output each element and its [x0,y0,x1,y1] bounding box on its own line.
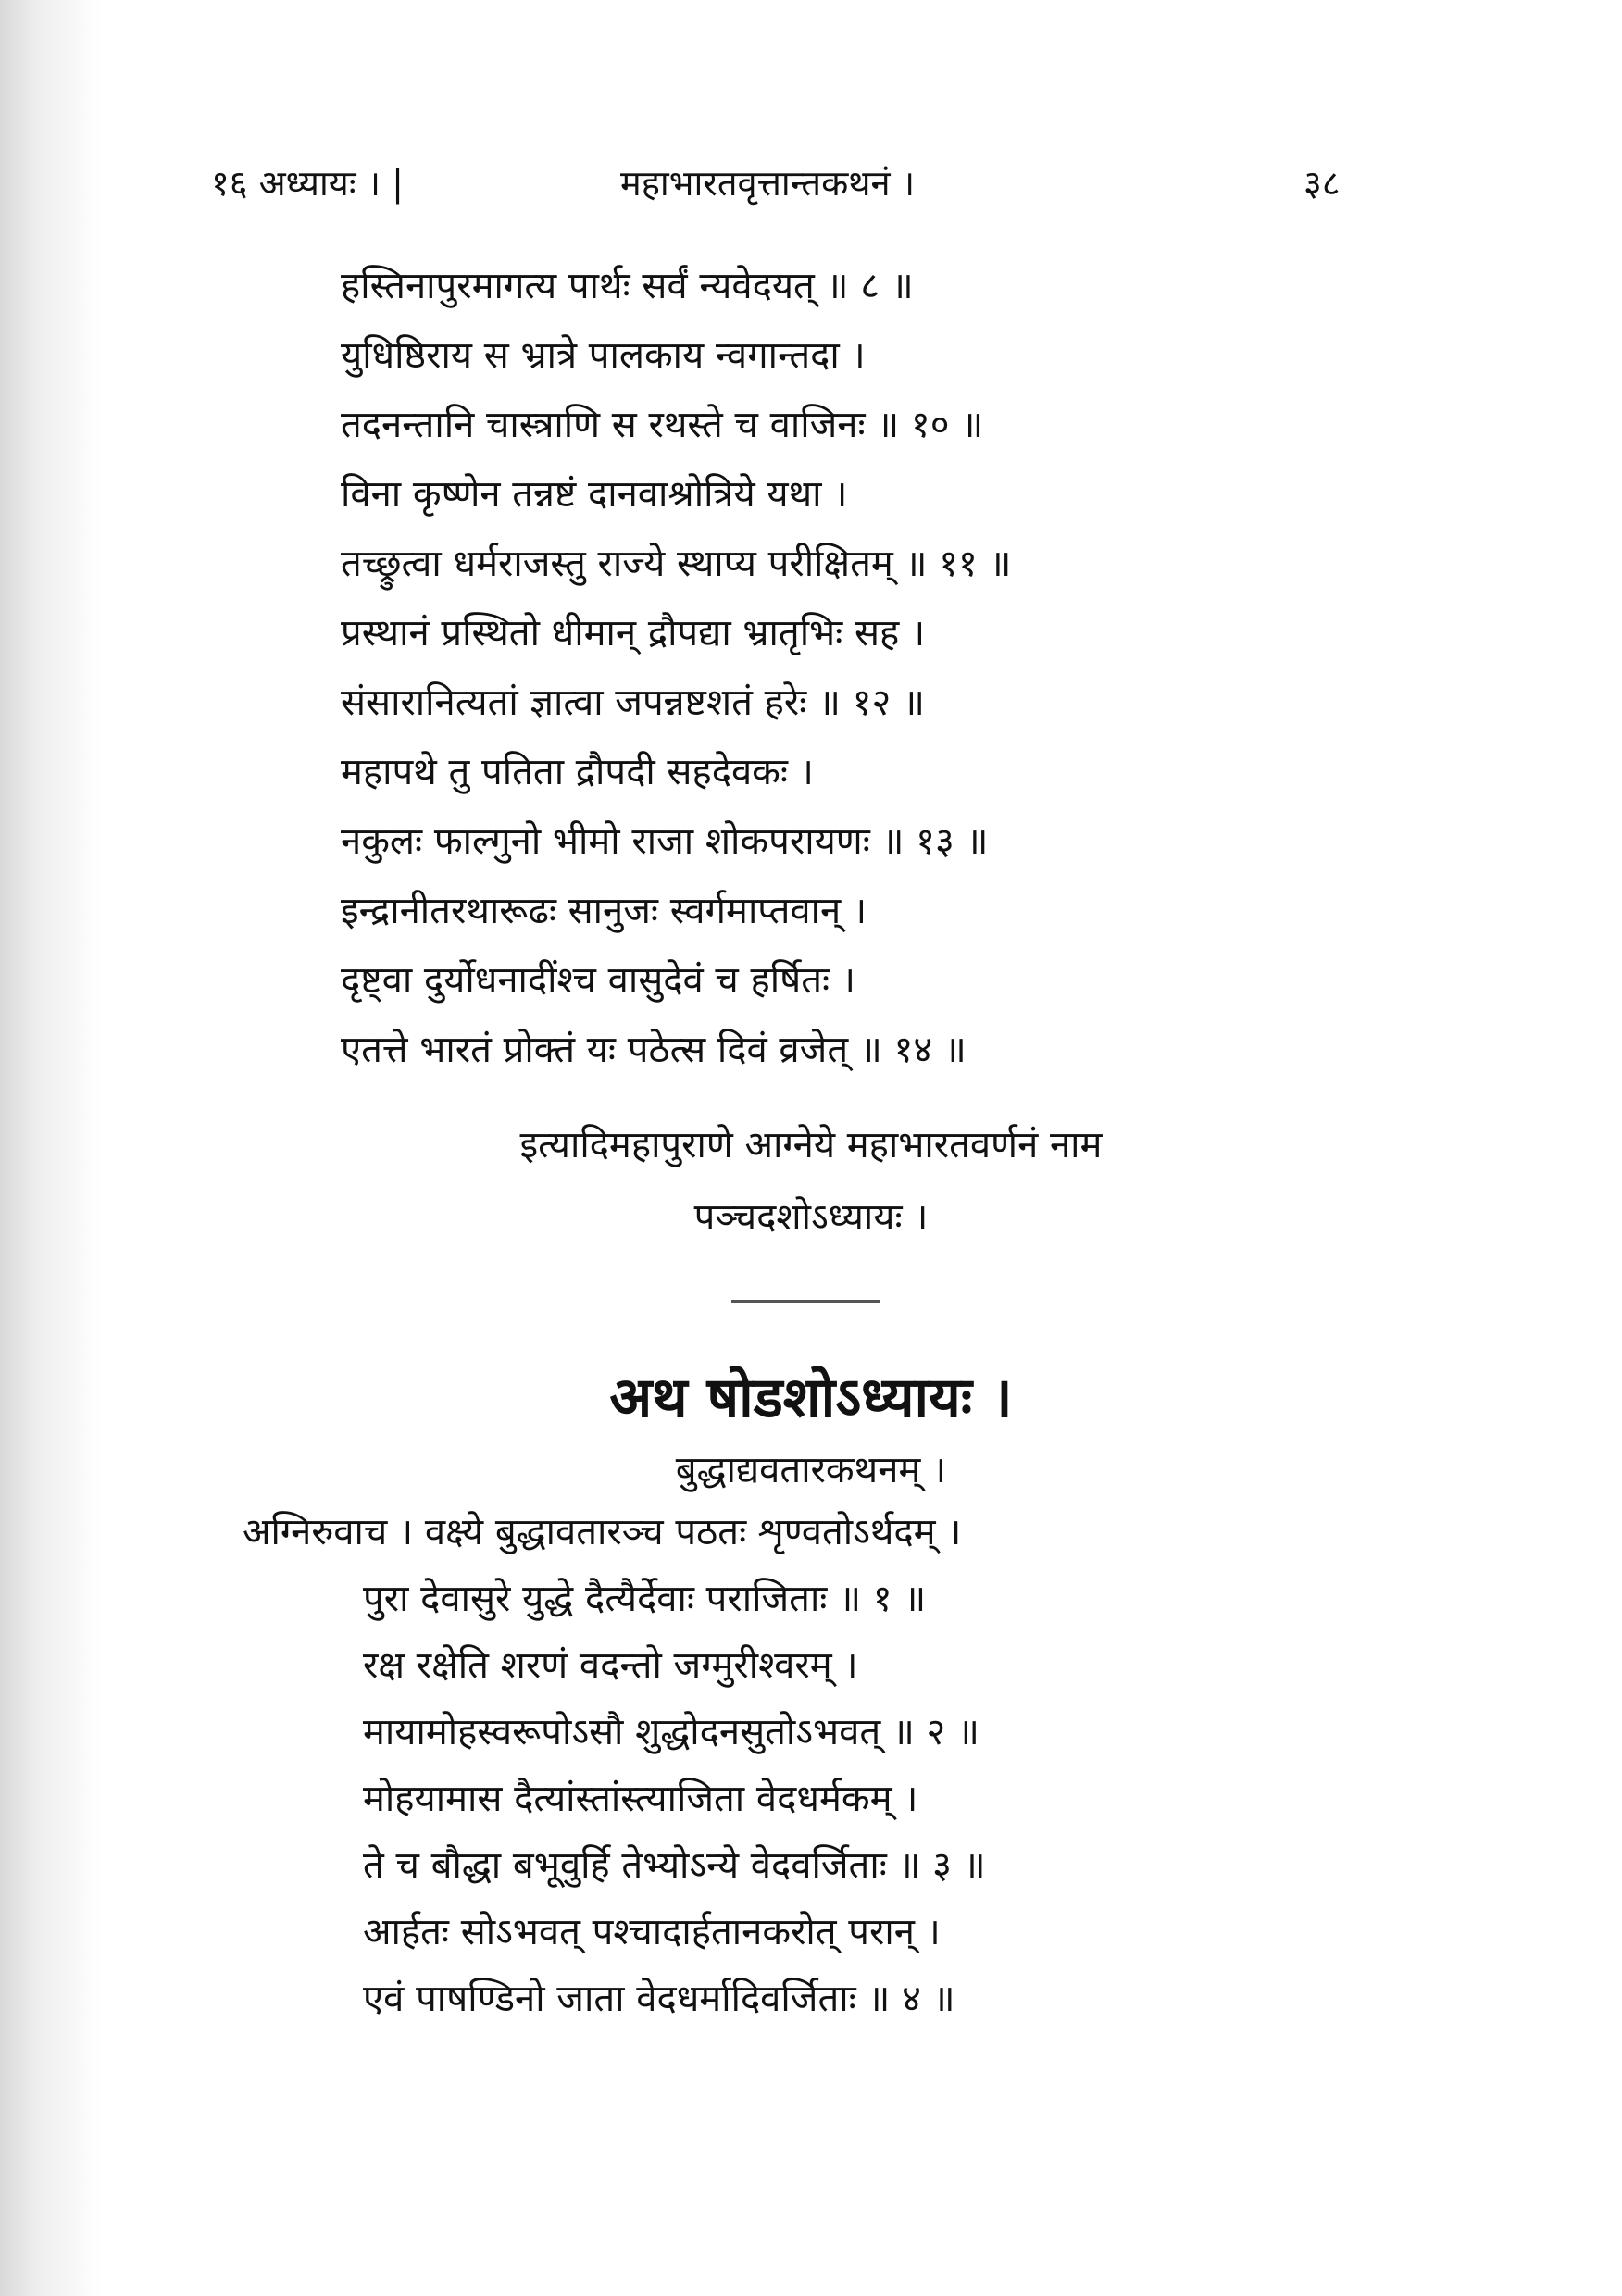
colophon-line: पञ्चदशोऽध्यायः । [693,1196,929,1239]
verse-line: तच्छ्रुत्वा धर्मराजस्तु राज्ये स्थाप्य परीक्षितम् ॥ ११ ॥ [341,543,1012,585]
verse-line: विना कृष्णेन तन्नष्टं दानवाश्रोत्रिये यथा । [341,473,848,516]
verse-line: युधिष्ठिराय स भ्रात्रे पालकाय न्वगान्तदा । [341,334,866,377]
verse-line: मायामोहस्वरूपोऽसौ शुद्धोदनसुतोऽभवत् ॥ २ ॥ [363,1711,979,1753]
verse-line: अग्निरुवाच । वक्ष्ये बुद्धावतारञ्च पठतः शृण्वतोऽर्थदम् । [243,1511,962,1554]
verse-line: रक्ष रक्षेति शरणं वदन्तो जग्मुरीश्वरम् । [363,1644,858,1687]
verse-line: आर्हतः सोऽभवत् पश्चादार्हतानकरोत् परान् । [363,1911,941,1953]
page-number: ३८ [1304,163,1341,204]
section-divider [731,1300,880,1303]
chapter-title: अथ षोडशोऽध्यायः । [609,1366,1013,1430]
verse-line: तदनन्तानि चास्त्राणि स रथस्ते च वाजिनः ॥ १० ॥ [341,404,984,446]
verse-line: प्रस्थानं प्रस्थितो धीमान् द्रौपद्या भ्रातृभिः सह । [341,612,926,655]
verse-line: दृष्ट्वा दुर्योधनादींश्च वासुदेवं च हर्षितः । [341,959,856,1002]
section-title-header: महाभारतवृत्तान्तकथनं । [620,163,916,204]
colophon-line: इत्यादिमहापुराणे आग्नेये महाभारतवर्णनं नाम [519,1124,1103,1167]
verse-line: संसारानित्यतां ज्ञात्वा जपन्नष्टशतं हरेः ॥ १२ ॥ [341,681,925,724]
verse-line: इन्द्रानीतरथारूढः सानुजः स्वर्गमाप्तवान् । [341,890,867,932]
chapter-subtitle: बुद्धाद्यवतारकथनम् । [675,1449,947,1491]
verse-line: मोहयामास दैत्यांस्तांस्त्याजिता वेदधर्मकम् । [363,1778,918,1820]
verse-line: एतत्ते भारतं प्रोक्तं यः पठेत्स दिवं व्रजेत् ॥ १४ ॥ [341,1029,967,1071]
verse-line: पुरा देवासुरे युद्धे दैत्यैर्देवाः पराजिताः ॥ १ ॥ [363,1578,927,1620]
running-head [0,156,1622,211]
verse-line: ते च बौद्धा बभूवुर्हि तेभ्योऽन्ये वेदवर्जिताः ॥ ३ ॥ [363,1844,986,1887]
verse-line: एवं पाषण्डिनो जाता वेदधर्मादिवर्जिताः ॥ ४ ॥ [363,1978,955,2020]
chapter-number-header: १६ अध्यायः । | [211,163,404,204]
verse-line: महापथे तु पतिता द्रौपदी सहदेवकः । [341,751,814,793]
verse-line: नकुलः फाल्गुनो भीमो राजा शोकपरायणः ॥ १३ ॥ [341,820,989,863]
verse-line: हस्तिनापुरमागत्य पार्थः सर्वं न्यवेदयत् ॥ ८ ॥ [341,265,914,307]
